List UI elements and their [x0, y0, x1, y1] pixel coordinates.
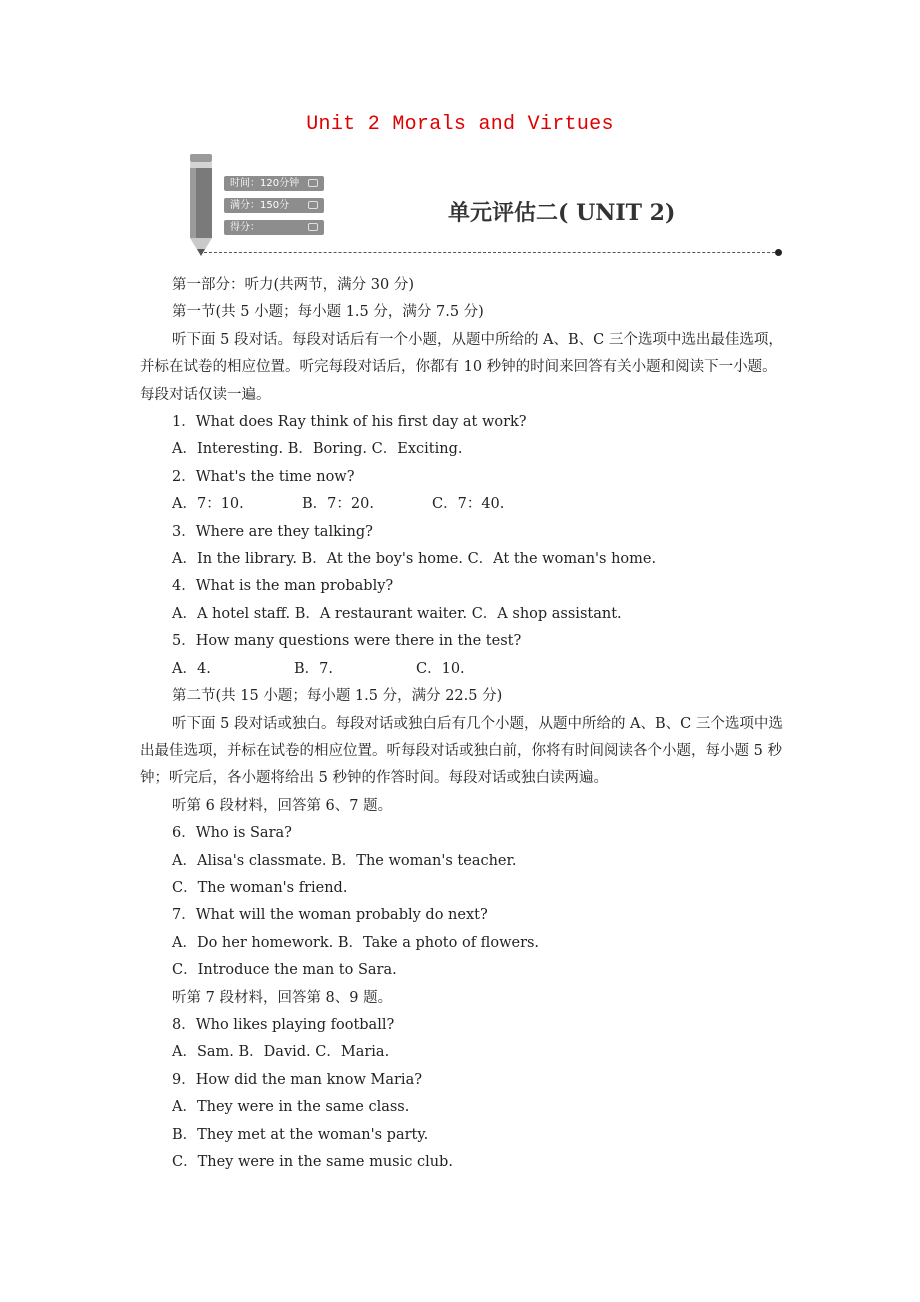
question-stem: 1．What does Ray think of his first day at work? — [172, 414, 527, 431]
section2-instructions: 听下面 5 段对话或独白。每段对话或独白后有几个小题，从题中所给的 A、B、C 三个选项中选出最佳选项，并标在试卷的相应位置。听每段对话或独白前，你将有时间阅读各个小题，每小题 5 秒钟；听完后，各小题将给出 5 秒钟的作答时间。每段对话或独白读两遍。 — [140, 715, 783, 787]
question-stem: 3．Where are they talking? — [172, 523, 373, 540]
question-stem: 7．What will the woman probably do next? — [172, 907, 488, 924]
question-options — [140, 656, 790, 683]
got-label: 得分： — [224, 220, 324, 235]
question-options: C．The woman's friend. — [172, 879, 348, 896]
section2-heading: 第二节(共 15 小题；每小题 1.5 分，满分 22.5 分) — [172, 688, 503, 705]
part1-heading: 第一部分：听力(共两节，满分 30 分) — [172, 277, 414, 293]
question-stem: 6．Who is Sara? — [172, 825, 292, 842]
material-heading: 听第 6 段材料，回答第 6、7 题。 — [172, 797, 393, 814]
question-stem: 2．What's the time now? — [172, 468, 355, 485]
option-c: C．10. — [416, 660, 465, 677]
question-stem: 4．What is the man probably? — [172, 578, 394, 595]
unit-heading: 单元评估二( UNIT 2) — [448, 200, 676, 226]
time-label: 时间：120分钟 — [224, 176, 324, 191]
option-b: B．They met at the woman's party. — [172, 1126, 429, 1143]
material-heading: 听第 7 段材料，回答第 8、9 题。 — [172, 989, 393, 1006]
question-stem: 8．Who likes playing football? — [172, 1016, 395, 1033]
pen-icon — [308, 223, 318, 231]
option-a: A．They were in the same class. — [172, 1099, 410, 1116]
option-a: A．7：10. — [172, 496, 244, 513]
question-options: A．In the library. B．At the boy's home. C．At the woman's home. — [172, 551, 657, 568]
divider-dot — [775, 249, 782, 256]
question-options: A．Do her homework. B．Take a photo of flowers. — [172, 934, 540, 951]
option-b: B．7. — [294, 660, 333, 677]
option-c: C．They were in the same music club. — [172, 1154, 453, 1170]
clock-icon — [308, 179, 318, 187]
document-title: Unit 2 Morals and Virtues — [306, 113, 614, 136]
score-label: 满分：150分 — [224, 198, 324, 213]
pencil-icon — [184, 152, 218, 260]
question-options: C．Introduce the man to Sara. — [172, 962, 397, 979]
section1-heading: 第一节(共 5 小题；每小题 1.5 分，满分 7.5 分) — [172, 304, 484, 321]
question-options: A．Sam. B．David. C．Maria. — [172, 1044, 390, 1061]
section1-instructions: 听下面 5 段对话。每段对话后有一个小题，从题中所给的 A、B、C 三个选项中选出最佳选项，并标在试卷的相应位置。听完每段对话后，你都有 10 秒钟的时间来回答有关小题和阅读下一小题。每段对话仅读一遍。 — [140, 331, 783, 403]
divider — [204, 252, 780, 253]
question-options: A．Interesting. B．Boring. C．Exciting. — [172, 441, 463, 458]
question-options: A．Alisa's classmate. B．The woman's teacher. — [172, 852, 517, 869]
question-stem: 5．How many questions were there in the test? — [172, 633, 522, 650]
option-b: B．7：20. — [302, 496, 374, 513]
question-stem: 9．How did the man know Maria? — [172, 1071, 422, 1088]
option-a: A．4. — [172, 660, 211, 677]
badge-icon — [308, 201, 318, 209]
exam-content — [140, 272, 790, 1176]
unit-banner — [184, 152, 784, 264]
question-options — [140, 491, 790, 518]
option-c: C．7：40. — [432, 496, 505, 513]
question-options: A．A hotel staff. B．A restaurant waiter. C．A shop assistant. — [172, 605, 622, 622]
